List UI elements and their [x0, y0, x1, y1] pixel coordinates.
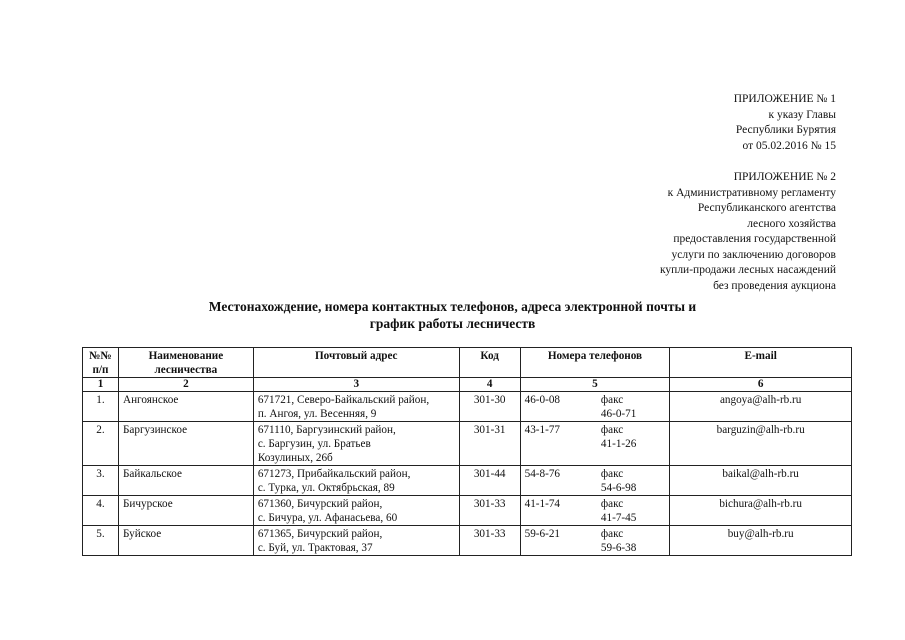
phone-number: 41-1-74 — [520, 496, 597, 526]
postal-address: 671721, Северо-Байкальский район, п. Ангоя, ул. Весенняя, 9 — [253, 392, 459, 422]
row-number: 3. — [83, 466, 119, 496]
email-address[interactable]: buy@alh-rb.ru — [670, 526, 852, 556]
column-number-row — [83, 378, 852, 392]
header-code: Код — [459, 348, 520, 378]
column-number: 6 — [670, 378, 852, 392]
phone-number: 59-6-21 — [520, 526, 597, 556]
column-number: 4 — [459, 378, 520, 392]
email-address[interactable]: baikal@alh-rb.ru — [670, 466, 852, 496]
appendix-1-line: ПРИЛОЖЕНИЕ № 1 — [733, 93, 836, 105]
phone-number: 54-8-76 — [520, 466, 597, 496]
postal-address: 671273, Прибайкальский район, с. Турка, ул. Октябрьская, 89 — [253, 466, 459, 496]
fax-number: факс 41-7-45 — [597, 496, 670, 526]
appendix-2-line: без проведения аукциона — [713, 279, 836, 292]
appendix-2-line: Республиканского агентства — [697, 202, 836, 214]
forestry-table — [82, 347, 852, 556]
column-number: 3 — [253, 378, 459, 392]
postal-address: 671110, Баргузинский район, с. Баргузин, ул. Братьев Козулиных, 26б — [253, 422, 459, 466]
fax-number: факс 54-6-98 — [597, 466, 670, 496]
document-title — [0, 298, 905, 332]
forestry-name: Буйское — [118, 526, 253, 556]
appendix-1-header — [734, 92, 836, 154]
phone-code: 301-33 — [459, 526, 520, 556]
appendix-2-header — [660, 170, 836, 294]
row-number: 2. — [83, 422, 119, 466]
appendix-2-line: купли-продажи лесных насаждений — [659, 264, 836, 276]
forestry-name: Ангоянское — [118, 392, 253, 422]
table-header-row — [83, 348, 852, 378]
phone-code: 301-30 — [459, 392, 520, 422]
appendix-2-line: ПРИЛОЖЕНИЕ № 2 — [733, 171, 836, 183]
appendix-2-line: лесного хозяйства — [747, 217, 836, 230]
title-line-1: Местонахождение, номера контактных телефонов, адреса электронной почты и — [208, 299, 697, 314]
table-row — [83, 496, 852, 526]
email-address[interactable]: barguzin@alh-rb.ru — [670, 422, 852, 466]
fax-number: факс 59-6-38 — [597, 526, 670, 556]
appendix-1-line: от 05.02.2016 № 15 — [742, 139, 836, 152]
postal-address: 671360, Бичурский район, с. Бичура, ул. Афанасьева, 60 — [253, 496, 459, 526]
appendix-2-line: к Административному регламенту — [667, 186, 836, 199]
phone-code: 301-31 — [459, 422, 520, 466]
appendix-2-line: услуги по заключению договоров — [671, 248, 836, 261]
column-number: 5 — [520, 378, 670, 392]
phone-number: 46-0-08 — [520, 392, 597, 422]
fax-number: факс 41-1-26 — [597, 422, 670, 466]
row-number: 1. — [83, 392, 119, 422]
header-name: Наименование лесничества — [118, 348, 253, 378]
header-address: Почтовый адрес — [253, 348, 459, 378]
table-row — [83, 466, 852, 496]
forestry-name: Баргузинское — [118, 422, 253, 466]
title-line-2: график работы лесничеств — [369, 316, 536, 331]
forestry-name: Бичурское — [118, 496, 253, 526]
column-number: 1 — [83, 378, 119, 392]
row-number: 4. — [83, 496, 119, 526]
phone-code: 301-33 — [459, 496, 520, 526]
table-row — [83, 526, 852, 556]
email-address[interactable]: angoya@alh-rb.ru — [670, 392, 852, 422]
table-row — [83, 392, 852, 422]
table-row — [83, 422, 852, 466]
header-num: №№ п/п — [83, 348, 119, 378]
header-email: E-mail — [670, 348, 852, 378]
appendix-1-line: Республики Бурятия — [735, 124, 836, 136]
postal-address: 671365, Бичурский район, с. Буй, ул. Трактовая, 37 — [253, 526, 459, 556]
phone-code: 301-44 — [459, 466, 520, 496]
column-number: 2 — [118, 378, 253, 392]
appendix-1-line: к указу Главы — [768, 108, 836, 121]
row-number: 5. — [83, 526, 119, 556]
email-address[interactable]: bichura@alh-rb.ru — [670, 496, 852, 526]
appendix-2-line: предоставления государственной — [673, 233, 836, 245]
fax-number: факс 46-0-71 — [597, 392, 670, 422]
phone-number: 43-1-77 — [520, 422, 597, 466]
header-phones: Номера телефонов — [520, 348, 670, 378]
forestry-name: Байкальское — [118, 466, 253, 496]
